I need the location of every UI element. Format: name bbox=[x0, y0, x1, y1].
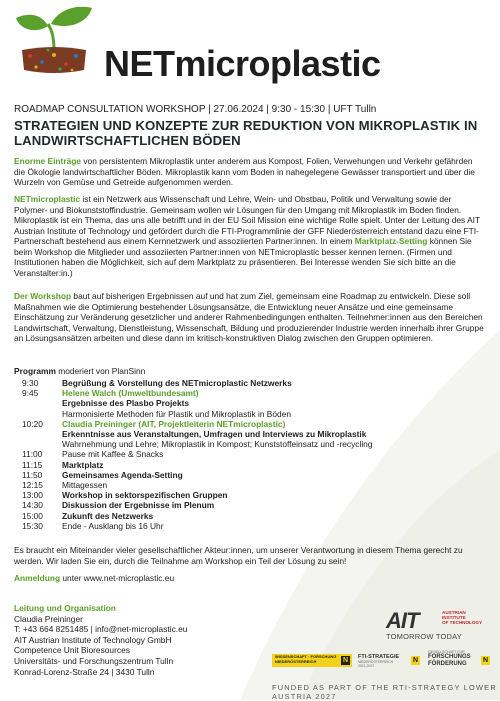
funded-by-footer: FUNDED AS PART OF THE RTI-STRATEGY LOWER AUSTRIA 2027 bbox=[272, 683, 497, 701]
closing-text: Es braucht ein Miteinander vieler gesellschaftlicher Akteur:innen, um unserer Verantwortung in diesem Thema gerecht zu werden. Wir laden Sie ein, durch die Teilnahme am Workshop ein Teil der Lösung zu sein! bbox=[14, 545, 463, 566]
agenda-time bbox=[22, 409, 62, 419]
funder-text: NIEDERÖSTERREICH bbox=[275, 658, 317, 664]
agenda-row bbox=[22, 470, 373, 480]
brand-name: NETmicroplastic bbox=[104, 43, 381, 84]
signup-label: Anmeldung bbox=[14, 573, 61, 583]
agenda-time bbox=[22, 429, 62, 439]
agenda-item: Pause mit Kaffee & Snacks bbox=[62, 449, 164, 460]
marketplace-highlight: Marktplatz-Setting bbox=[354, 236, 428, 246]
funder-logo-fti-strategie bbox=[358, 654, 420, 668]
paragraph-workshop bbox=[14, 291, 486, 344]
agenda-time: 15:00 bbox=[22, 510, 43, 521]
org-line: Claudia Preininger bbox=[14, 613, 83, 624]
funder-text: WISSENSCHAFT · FORSCHUNG bbox=[275, 654, 337, 659]
lower-austria-n-icon: N bbox=[412, 657, 419, 664]
ait-side-line: AUSTRIAN INSTITUTE bbox=[442, 610, 466, 621]
agenda-item: Workshop in sektorspezifischen Gruppen bbox=[62, 490, 228, 501]
workshop-lead: Der Workshop bbox=[14, 291, 72, 301]
seedling-soil-logo-icon bbox=[14, 4, 94, 79]
paragraph-network bbox=[14, 194, 486, 278]
lower-austria-n-icon: N bbox=[342, 657, 349, 664]
agenda-row bbox=[22, 460, 373, 470]
agenda-item: Erkenntnisse aus Veranstaltungen, Umfragen und Interviews zu Mikroplastik bbox=[62, 429, 367, 440]
page-title: STRATEGIEN UND KONZEPTE ZUR REDUKTION VON MIKROPLASTIK IN LANDWIRTSCHAFTLICHEN BÖDEN bbox=[14, 118, 478, 148]
agenda-row bbox=[22, 439, 373, 449]
funder-text: NIEDERÖSTERREICH bbox=[358, 660, 394, 664]
agenda-item: Diskussion der Ergebnisse im Plenum bbox=[62, 500, 215, 511]
workshop-text: baut auf bisherigen Ergebnissen auf und hat zum Ziel, gemeinsam eine Roadmap zu entwickeln. Diese soll Maßnahmen wie die Optimierung bestehender Lösungsansätze, die Entwicklung neuer Ansätze und eine gemeinsame Einschätzung zur Veränderung gesetzlicher und anderer Rahmenbedingungen enthalten. Teilnehmer:innen aus den Bereichen Landwirtschaft, Verwaltung, Dienstleistung, Wissenschaft, Bildung und produzierender Industrie werden innerhalb ihrer Gruppe an Lösungsansätzen arbeiten und diese dann im kritisch-konstruktiven Dialog zwischen den Gruppen optimieren. bbox=[14, 291, 484, 343]
org-line[interactable]: T: +43 664 8251485 | info@net-microplastic.eu bbox=[14, 624, 188, 635]
agenda-item: Helene Walch (Umweltbundesamt) bbox=[62, 388, 199, 399]
program-heading bbox=[14, 366, 145, 376]
agenda-time bbox=[22, 439, 62, 449]
agenda-row bbox=[22, 521, 373, 531]
event-subtitle: ROADMAP CONSULTATION WORKSHOP | 27.06.2024 | 9:30 - 15:30 | UFT Tulln bbox=[14, 104, 377, 115]
agenda-time: 14:30 bbox=[22, 500, 43, 511]
agenda-row bbox=[22, 480, 373, 490]
funder-text: 2021-2027 bbox=[358, 664, 375, 668]
funder-text: FTI-STRATEGIE bbox=[358, 654, 400, 660]
org-line: AIT Austrian Institute of Technology GmbH bbox=[14, 634, 172, 645]
agenda-item: Marktplatz bbox=[62, 459, 104, 470]
agenda-time bbox=[22, 398, 62, 408]
paragraph-intro bbox=[14, 156, 486, 188]
ait-logo bbox=[386, 608, 486, 641]
ait-side-line: OF TECHNOLOGY bbox=[442, 620, 483, 626]
organisation-heading: Leitung und Organisation bbox=[14, 603, 116, 613]
funder-text: FÖRDERUNG bbox=[428, 660, 467, 667]
agenda-row bbox=[22, 398, 373, 408]
agenda-item: Harmonisierte Methoden für Plastik und Mikroplastik in Böden bbox=[62, 408, 292, 419]
agenda-time: 13:00 bbox=[22, 490, 43, 501]
agenda-row bbox=[22, 429, 373, 439]
agenda-item: Mittagessen bbox=[62, 480, 108, 491]
agenda-item: Ende - Ausklang bis 16 Uhr bbox=[62, 520, 164, 531]
agenda-row bbox=[22, 511, 373, 521]
funder-text: GESELLSCHAFT FÜR bbox=[428, 650, 465, 654]
agenda-time: 11:00 bbox=[22, 449, 43, 460]
ait-logo-letters: AIT bbox=[386, 608, 419, 633]
agenda-row bbox=[22, 500, 373, 510]
org-line: Konrad-Lorenz-Straße 24 | 3430 Tulln bbox=[14, 666, 155, 677]
lower-austria-n-icon: N bbox=[482, 657, 489, 664]
program-moderator: moderiert von PlanSinn bbox=[55, 366, 146, 376]
agenda-time: 9:30 bbox=[22, 378, 39, 388]
agenda-time: 9:45 bbox=[22, 388, 39, 399]
agenda-time: 12:15 bbox=[22, 480, 43, 491]
network-text-2: können Sie beim Workshop die Mitglieder und assoziierten Partner:innen von NETmicroplastic besser kennen lernen. (Firmen und Institutionen haben die Möglichkeit, sich auf dem Marktplatz zu präsentieren. Bei Interesse wenden Sie sich bitte an die Veranstalter:in.) bbox=[14, 236, 472, 278]
intro-text: von persistentem Mikroplastik unter anderem aus Kompost, Folien, Verwehungen und Verkehr gefährden die Ökologie landwirtschaftlicher Böden. Mikroplastik kann vom Boden in nahegelegene Gewässer transportiert und über die Wurzeln von Gemüse und Getreide aufgenommen werden. bbox=[14, 156, 475, 187]
agenda-row bbox=[22, 409, 373, 419]
agenda-table bbox=[22, 378, 373, 531]
agenda-time: 11:50 bbox=[22, 469, 43, 480]
ait-logo-side-text bbox=[442, 610, 486, 626]
agenda-row bbox=[22, 378, 373, 388]
agenda-row bbox=[22, 388, 373, 398]
signup-line bbox=[14, 573, 174, 583]
agenda-row bbox=[22, 449, 373, 459]
signup-url[interactable]: unter www.net-microplastic.eu bbox=[60, 573, 175, 583]
agenda-item: Claudia Preininger (AIT, Projektleiterin NETmicroplastic) bbox=[62, 418, 286, 429]
org-line: Universitäts- und Forschungszentrum Tulln bbox=[14, 655, 174, 666]
agenda-item: Ergebnisse des Plasbo Projekts bbox=[62, 398, 190, 409]
funder-logo-wissenschaft bbox=[272, 654, 352, 667]
agenda-item: Gemeinsames Agenda-Setting bbox=[62, 469, 183, 480]
agenda-time: 15:30 bbox=[22, 520, 43, 531]
network-lead: NETmicroplastic bbox=[14, 194, 81, 204]
ait-tagline: TOMORROW TODAY bbox=[386, 632, 462, 641]
agenda-item: Zukunft des Netzwerks bbox=[62, 510, 154, 521]
network-text-1: ist ein Netzwerk aus Wissenschaft und Lehre, Wein- und Obstbau, Politik und Verwaltung sowie der Polymer- und Biokunststoffindustrie. Gemeinsam wollen wir Lösungen für den Umgang mit Mikroplastik im Boden finden. Mikroplastik ist ein Thema, das uns alle betrifft und in der EU Soil Mission eine wichtige Rolle spielt. Unter der Leitung des AIT Austrian Institute of Technology und gefördert durch die FTI-Programmlinie der GFF Niederösterreich entstand dazu eine FTI-Partnerschaft bestehend aus einem Kernnetzwerk und assoziierten Partner:innen. In einem bbox=[14, 194, 480, 246]
agenda-row bbox=[22, 490, 373, 500]
intro-lead: Enorme Einträge bbox=[14, 156, 82, 166]
agenda-item: Wahrnehmung und Lehre; Mikroplastik in Kompost; Kunststoffeinsatz und -recycling bbox=[62, 439, 373, 450]
agenda-row bbox=[22, 419, 373, 429]
program-label: Programm bbox=[14, 366, 56, 376]
agenda-item: Begrüßung & Vorstellung des NETmicroplastic Netzwerks bbox=[62, 378, 292, 388]
org-line: Competence Unit Bioresources bbox=[14, 645, 130, 656]
funder-text: FORSCHUNGS bbox=[428, 654, 471, 660]
organisation-contact bbox=[14, 603, 187, 677]
agenda-time: 11:15 bbox=[22, 459, 43, 470]
agenda-time: 10:20 bbox=[22, 418, 43, 429]
funder-logo-gff bbox=[428, 650, 490, 670]
